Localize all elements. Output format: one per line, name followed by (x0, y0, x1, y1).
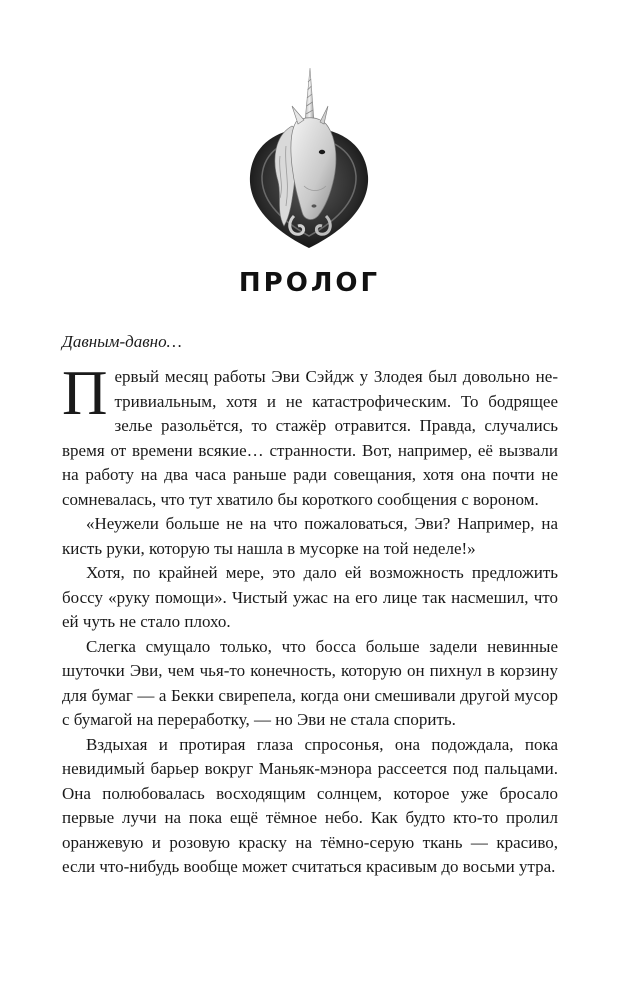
paragraph-2: «Неужели больше не на что пожаловаться, Эви? Например, на кисть руки, которую ты нашла в мусорке на той неделе!» (62, 514, 558, 558)
paragraph-5: Вздыхая и протирая глаза спросонья, она подождала, пока невидимый барьер вокруг Маньяк-мэнора рассеется под пальцами. Она полюбовалась восходящим солнцем, которое уже бросало первые лучи на пока ещё тёмное небо. Как будто кто-то пролил оранжевую и розовую краску на тёмно-серую ткань — красиво, если что-нибудь вообще может считаться красивым до восьми утра. (62, 734, 558, 876)
paragraph-4: Слегка смущало только, что босса больше задели невинные шуточки Эви, чем чья-то конечность, которую он пихнул в корзину для бумаг — а Бекки свирепела, когда они смешивали другой мусор с бумагой на переработку, — но Эви не стала спорить. (62, 636, 558, 729)
paragraph-1-text: ервый месяц работы Эви Сэйдж у Злодея был довольно нетривиальным, хотя и не катастрофическим. То бодрящее зелье разольётся, то стажёр отравится. Правда, случались время от времени всякие… странности. Вот, например, её вызвали на работу на два часа раньше ради совещания, хотя она почти не сомневалась, что тут хватило бы короткого сообщения с вороном. (62, 367, 558, 509)
epigraph: Давным-давно… (62, 332, 182, 351)
paragraph-3: Хотя, по крайней мере, это дало ей возможность предложить боссу «руку помощи». Чистый ужас на его лице так насмешил, что ей чуть не стало плохо. (62, 563, 558, 631)
paragraph-1 (62, 358, 558, 512)
chapter-title: ПРОЛОГ (238, 268, 381, 298)
drop-cap: П (62, 358, 108, 428)
body-text (62, 358, 558, 880)
unicorn-head-trophy-icon (234, 66, 384, 251)
